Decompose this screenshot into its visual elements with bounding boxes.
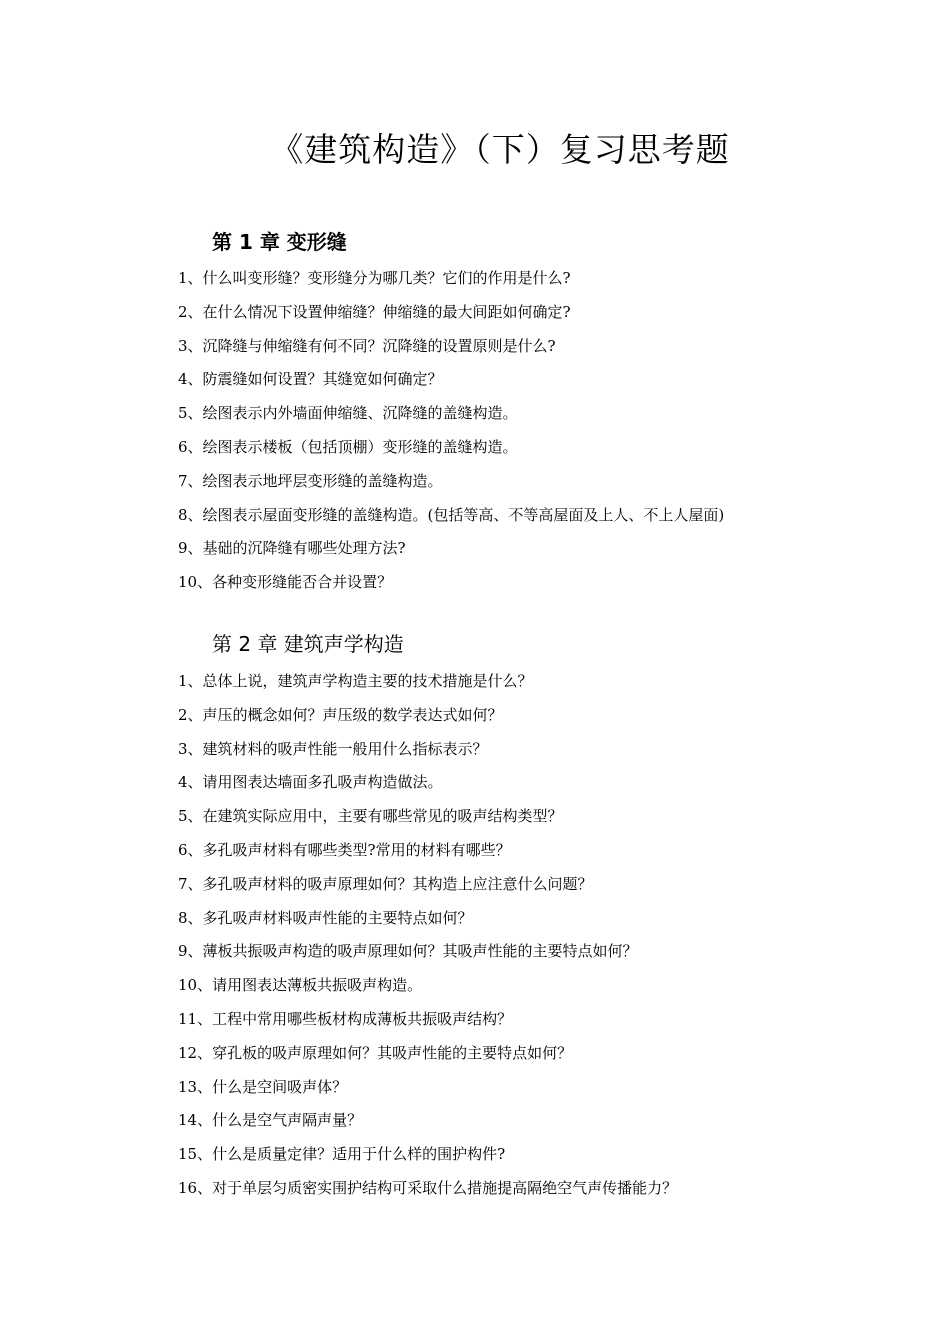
question-item: 7、绘图表示地坪层变形缝的盖缝构造。 — [178, 471, 443, 490]
question-item: 4、防震缝如何设置？其缝宽如何确定？ — [178, 370, 443, 389]
question-item: 3、建筑材料的吸声性能一般用什么指标表示？ — [178, 739, 488, 758]
question-item: 16、对于单层匀质密实围护结构可采取什么措施提高隔绝空气声传播能力？ — [178, 1178, 678, 1197]
question-item: 8、绘图表示屋面变形缝的盖缝构造。(包括等高、不等高屋面及上人、不上人屋面) — [178, 505, 725, 524]
question-item: 1、总体上说，建筑声学构造主要的技术措施是什么？ — [178, 672, 533, 690]
chapter-2-question-list — [178, 671, 677, 1212]
question-item: 6、多孔吸声材料有哪些类型?常用的材料有哪些？ — [178, 840, 511, 859]
question-item: 8、多孔吸声材料吸声性能的主要特点如何？ — [178, 908, 473, 927]
question-item: 10、各种变形缝能否合并设置？ — [178, 573, 393, 592]
question-item: 6、绘图表示楼板（包括顶棚）变形缝的盖缝构造。 — [178, 437, 518, 456]
question-item: 9、基础的沉降缝有哪些处理方法? — [178, 539, 406, 558]
question-item: 2、声压的概念如何？声压级的数学表达式如何？ — [178, 705, 503, 724]
question-item: 10、请用图表达薄板共振吸声构造。 — [178, 976, 423, 995]
question-item: 2、在什么情况下设置伸缩缝？伸缩缝的最大间距如何确定? — [178, 302, 571, 321]
question-item: 11、工程中常用哪些板材构成薄板共振吸声结构？ — [178, 1009, 513, 1028]
chapter-1-question-list — [178, 268, 724, 606]
question-item: 1、什么叫变形缝？变形缝分为哪几类？它们的作用是什么? — [178, 269, 571, 287]
document-title: 《建筑构造》（下）复习思考题 — [270, 130, 730, 169]
chapter-2-heading: 第 2 章 建筑声学构造 — [212, 632, 404, 656]
question-item: 5、绘图表示内外墙面伸缩缝、沉降缝的盖缝构造。 — [178, 404, 518, 423]
question-item: 7、多孔吸声材料的吸声原理如何？其构造上应注意什么问题？ — [178, 874, 593, 893]
chapter-1-heading: 第 1 章 变形缝 — [212, 230, 347, 254]
question-item: 9、薄板共振吸声构造的吸声原理如何？其吸声性能的主要特点如何？ — [178, 942, 638, 961]
question-item: 5、在建筑实际应用中，主要有哪些常见的吸声结构类型？ — [178, 807, 563, 826]
question-item: 3、沉降缝与伸缩缝有何不同？沉降缝的设置原则是什么? — [178, 336, 556, 355]
question-item: 13、什么是空间吸声体？ — [178, 1077, 348, 1096]
question-item: 14、什么是空气声隔声量？ — [178, 1111, 363, 1130]
question-item: 12、穿孔板的吸声原理如何？其吸声性能的主要特点如何？ — [178, 1043, 573, 1062]
question-item: 4、请用图表达墙面多孔吸声构造做法。 — [178, 773, 443, 792]
question-item: 15、什么是质量定律？适用于什么样的围护构件? — [178, 1145, 506, 1164]
